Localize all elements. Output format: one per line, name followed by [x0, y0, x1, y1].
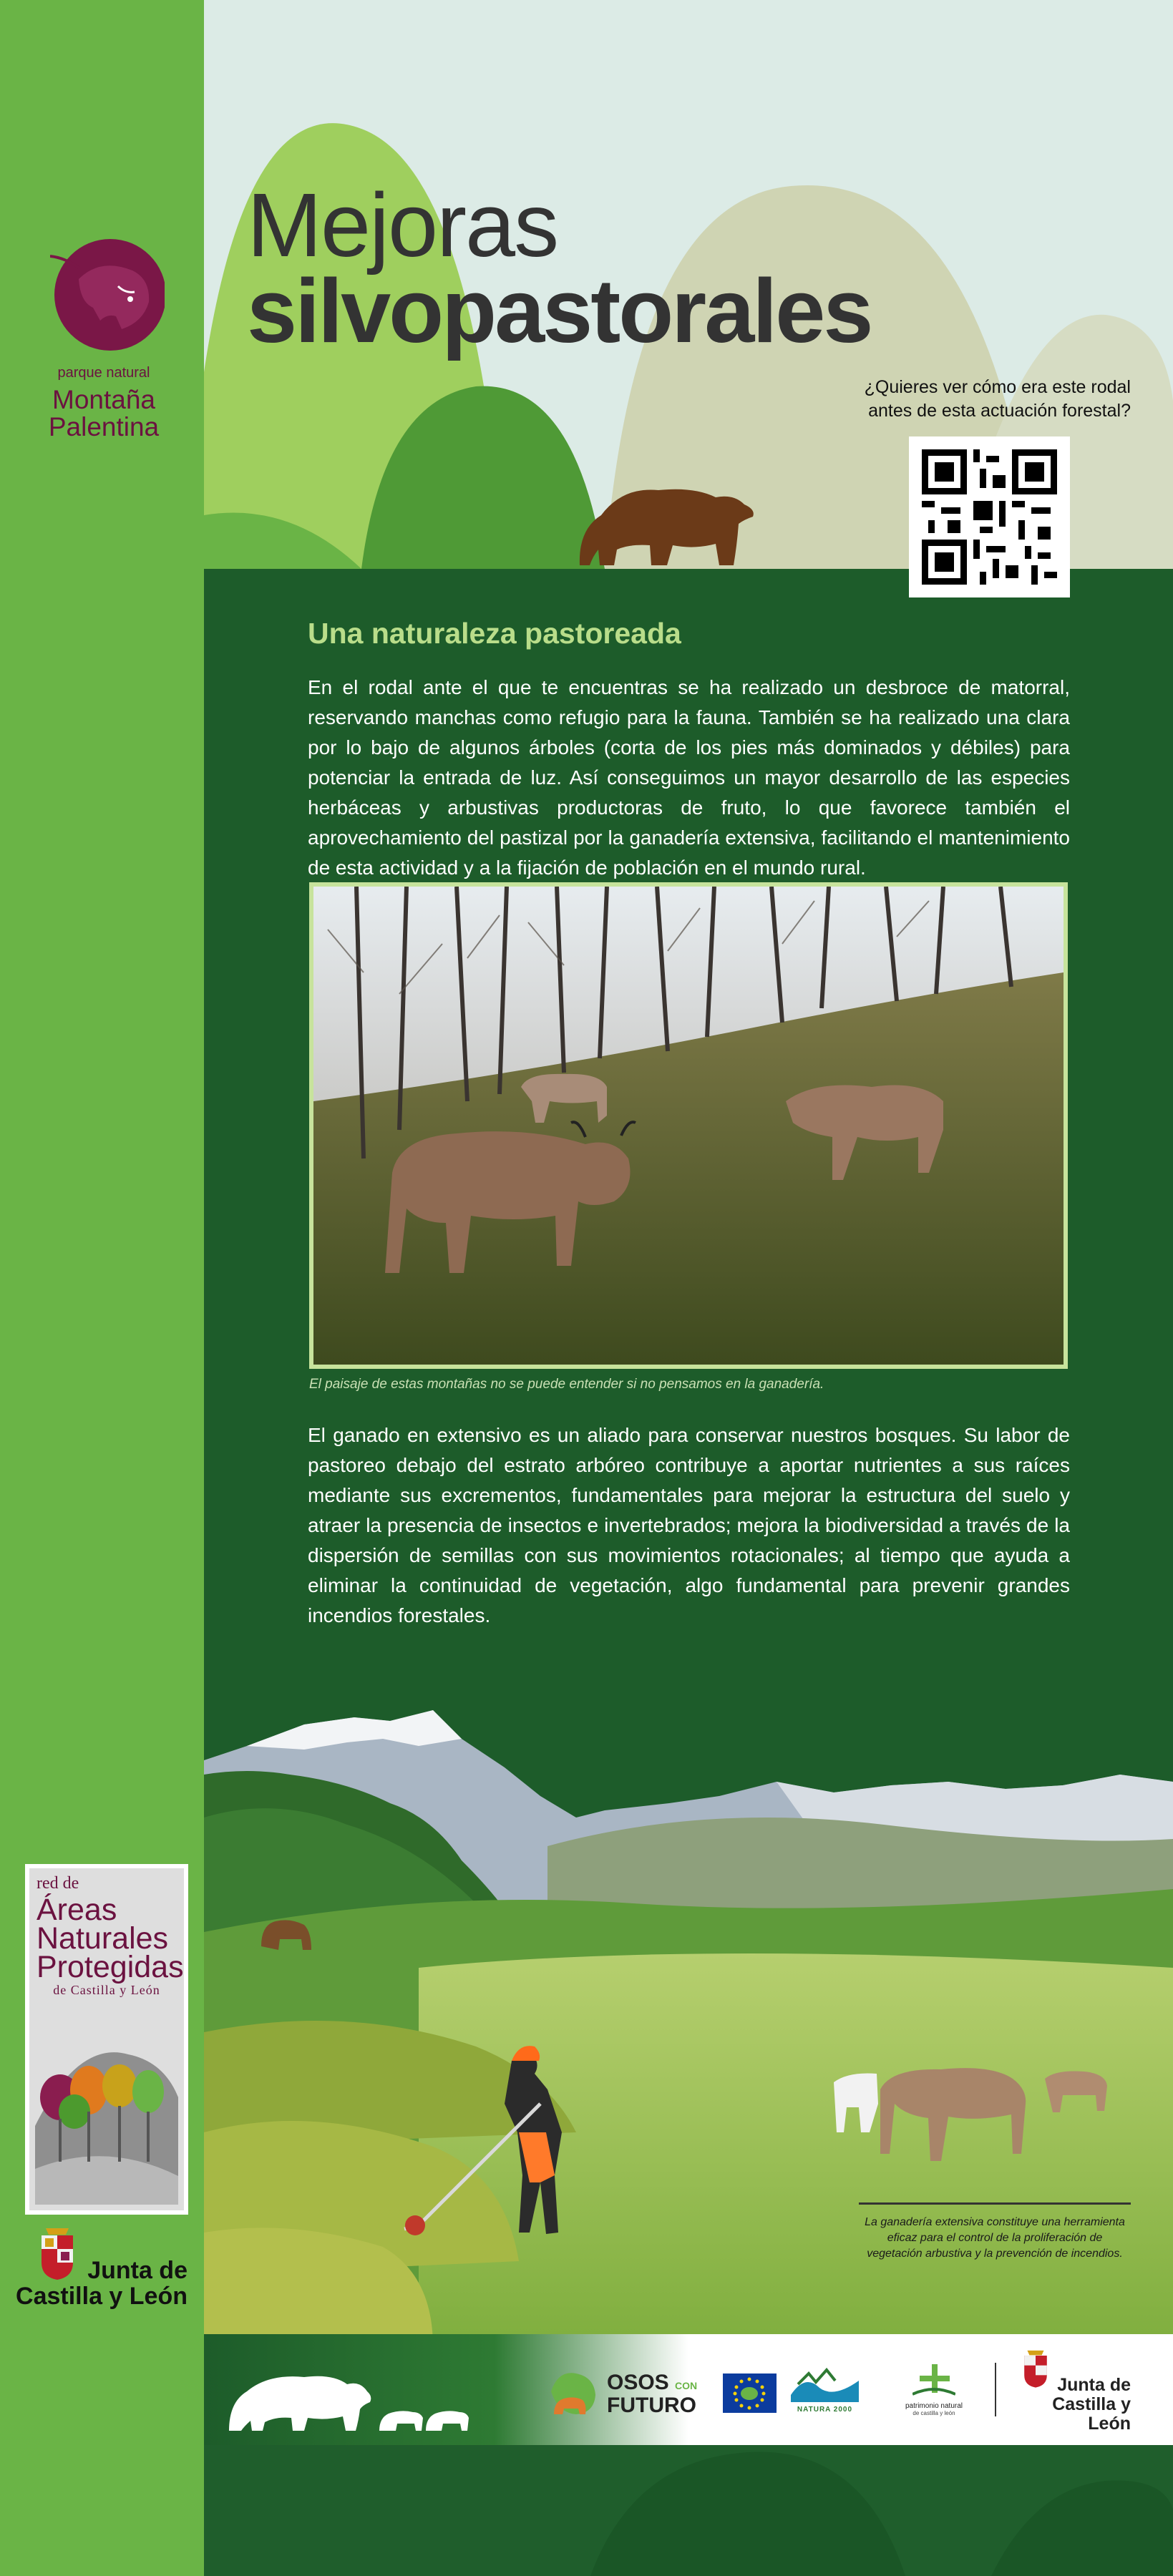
red-logo-small: red de: [36, 1874, 79, 1893]
bottom-shapes: [204, 2445, 1173, 2576]
cows-grazing-image: [313, 887, 1064, 1365]
section-title: Una naturaleza pastoreada: [308, 617, 681, 650]
park-name-line2: Palentina: [48, 412, 160, 441]
red-logo-title-line2: Naturales: [36, 1921, 169, 1956]
photo-caption: El paisaje de estas montañas no se puede entender si no pensamos en la ganadería.: [309, 1377, 824, 1392]
red-logo-title: [36, 1893, 184, 1984]
junta-logo-footer: [1013, 2348, 1156, 2434]
red-logo-title-line3: Protegidas: [36, 1950, 184, 1984]
park-name-line1: Montaña: [52, 385, 155, 414]
landscape-illustration: [204, 1631, 1173, 2347]
patrimonio-icon: [912, 2363, 955, 2399]
footer-divider: [995, 2363, 996, 2416]
patrimonio-text-line2: de castilla y león: [912, 2410, 955, 2416]
park-name: [21, 386, 186, 441]
park-label-small: parque natural: [57, 365, 150, 381]
red-logo-title-line1: Áreas: [36, 1893, 117, 1927]
park-logo: [21, 215, 186, 458]
natura-2000-logo: [791, 2366, 859, 2420]
annotation-extensive-line3: vegetación arbustiva y la prevención de incendios.: [867, 2248, 1123, 2260]
page-title-line1: Mejoras: [247, 175, 558, 275]
life-eu-logo: [723, 2373, 777, 2413]
bear-icon: [573, 465, 759, 569]
bear-map-icon: [544, 2363, 601, 2420]
junta-logo-side: [14, 2222, 193, 2329]
qr-question-line1: ¿Quieres ver cómo era este rodal: [864, 377, 1131, 397]
junta-side-text: [14, 2258, 193, 2309]
red-logo-panel: [29, 1868, 184, 2210]
qr-question: [719, 376, 1131, 423]
annotation-extensive-line1: La ganadería extensiva constituye una herramienta: [865, 2216, 1125, 2228]
cows-photo: [309, 882, 1068, 1369]
futuro-text: FUTURO: [607, 2394, 696, 2417]
left-sidebar: [0, 0, 204, 2576]
annotation-extensive-line2: eficaz para el control de la proliferación de: [887, 2232, 1103, 2244]
natura-text: NATURA 2000: [797, 2406, 853, 2414]
red-areas-naturales-logo: [25, 1864, 188, 2215]
natura-wave-icon: [791, 2366, 859, 2402]
bison-icon: [50, 236, 165, 351]
paragraph-livestock: El ganado en extensivo es un aliado para conservar nuestros bosques. Su labor de pastoreo debajo del estrato arbóreo contribuye a aportar nutrientes a sus raíces mediante sus excrementos, fundamentales para mejorar la estructura del suelo y atraer la presencia de insectos e invertebrados; mejora la biodiversidad a través de la dispersión de semillas con sus movimientos rotacionales; al tiempo que ayuda a eliminar la continuidad de vegetación, algo fundamental para prevenir grandes incendios forestales.: [308, 1424, 1070, 1626]
osos-text: OSOS: [607, 2371, 669, 2394]
bear-family-icon: [225, 2359, 469, 2438]
junta-side-line2: Castilla y León: [16, 2283, 188, 2310]
qr-code-icon: [922, 449, 1057, 585]
trees-icon: [35, 2011, 178, 2205]
red-logo-sub: de Castilla y León: [53, 1983, 160, 1997]
junta-side-line1: Junta de: [87, 2257, 188, 2284]
footer-logos: [204, 2334, 1173, 2445]
bottom-band: [204, 2445, 1173, 2576]
patrimonio-text-line1: patrimonio natural: [905, 2402, 963, 2410]
junta-footer-line1: Junta de: [1057, 2375, 1131, 2395]
osos-con-futuro-logo: [544, 2363, 698, 2420]
eu-stars-icon: [723, 2373, 777, 2413]
page-title-line2: silvopastorales: [247, 260, 872, 361]
qr-code[interactable]: [909, 436, 1070, 597]
qr-question-line2: antes de esta actuación forestal?: [868, 401, 1131, 421]
junta-footer-line2: Castilla y León: [1052, 2394, 1131, 2434]
con-text: CON: [675, 2380, 698, 2391]
patrimonio-natural-logo: [891, 2363, 977, 2420]
paragraph-intro: En el rodal ante el que te encuentras se ha realizado un desbroce de matorral, reservando manchas como refugio para la fauna. También se ha realizado una clara por lo bajo de algunos árboles (corta de los pies más dominados y débiles) para potenciar la entrada de luz. Así conseguimos un mayor desarrollo de las especies herbáceas y arbustivas productoras de fruto, lo que favorece también el aprovechamiento del pastizal por la ganadería extensiva, facilitando el mantenimiento de esta actividad y a la fijación de población en el mundo rural.: [308, 676, 1070, 879]
annotation-extensive-topline: [859, 2202, 1131, 2205]
annotation-extensive: [852, 2215, 1138, 2262]
